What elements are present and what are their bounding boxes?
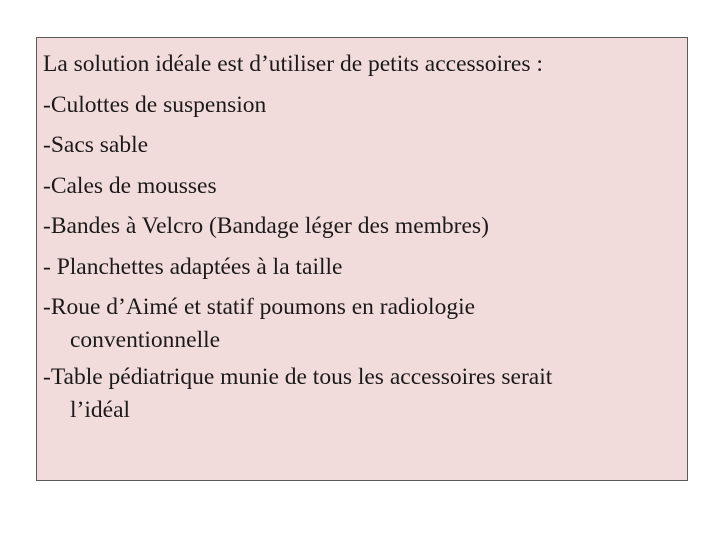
list-item-roue-continued: conventionnelle — [70, 326, 221, 353]
list-item-table-continued: l’idéal — [70, 396, 131, 423]
list-item-table: -Table pédiatrique munie de tous les accessoires serait — [43, 363, 553, 390]
text-box — [36, 37, 688, 481]
list-item-culottes: -Culottes de suspension — [43, 91, 267, 118]
list-item-roue: -Roue d’Aimé et statif poumons en radiologie — [43, 293, 476, 320]
list-item-sacs-sable: -Sacs sable — [43, 132, 149, 158]
list-item-bandes: -Bandes à Velcro (Bandage léger des membres) — [43, 213, 489, 239]
list-item-planchettes: - Planchettes adaptées à la taille — [43, 253, 343, 280]
intro-line: La solution idéale est d’utiliser de petits accessoires : — [43, 51, 543, 77]
list-item-cales: -Cales de mousses — [43, 172, 217, 199]
